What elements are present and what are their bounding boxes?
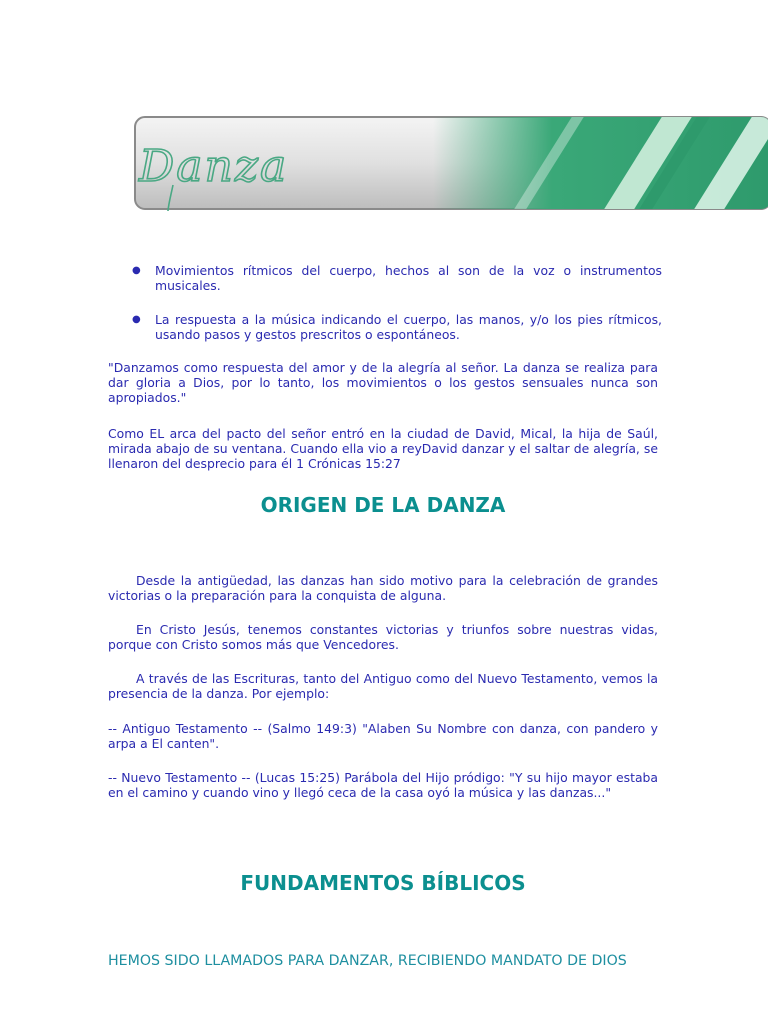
bullet-text: Movimientos rítmicos del cuerpo, hechos al son de la voz o instrumentos musicales. <box>155 263 662 293</box>
origin-paragraph-2 <box>108 622 658 652</box>
new-testament-paragraph: -- Nuevo Testamento -- (Lucas 15:25) Parábola del Hijo pródigo: "Y su hijo mayor estaba en el camino y cuando vino y llegó ceca de la casa oyó la música y las danzas..." <box>108 770 658 800</box>
bullet-icon: ● <box>132 265 141 276</box>
quote-paragraph: "Danzamos como respuesta del amor y de la alegría al señor. La danza se realiza para dar gloria a Dios, por lo tanto, los movimientos o los gestos sensuales nunca son apropiados." <box>108 360 658 405</box>
bullet-icon: ● <box>132 314 141 325</box>
banner-title <box>133 115 293 211</box>
origin-paragraph-1 <box>108 573 658 603</box>
svg-text:Danza: Danza <box>139 141 289 192</box>
ark-paragraph: Como EL arca del pacto del señor entró en la ciudad de David, Mical, la hija de Saúl, mirada abajo de su ventana. Cuando ella vio a reyDavid danzar y el saltar de alegría, se llenaron del desprecio para él 1 Crónicas 15:27 <box>108 426 658 471</box>
header-banner <box>133 115 768 211</box>
bullet-text: La respuesta a la música indicando el cuerpo, las manos, y/o los pies rítmicos, usando pasos y gestos prescritos o espontáneos. <box>155 312 662 342</box>
fundamentos-heading: FUNDAMENTOS BÍBLICOS <box>240 871 526 895</box>
origin-p2-text: En Cristo Jesús, tenemos constantes victorias y triunfos sobre nuestras vidas, porque con Cristo somos más que Vencedores. <box>108 622 658 652</box>
origin-p3-text: A través de las Escrituras, tanto del Antiguo como del Nuevo Testamento, vemos la presencia de la danza. Por ejemplo: <box>108 671 658 701</box>
origin-heading: ORIGEN DE LA DANZA <box>260 493 506 517</box>
origin-p1-text: Desde la antigüedad, las danzas han sido motivo para la celebración de grandes victorias o la preparación para la conquista de alguna. <box>108 573 658 603</box>
call-text: HEMOS SIDO LLAMADOS PARA DANZAR, RECIBIENDO MANDATO DE DIOS <box>108 953 627 969</box>
old-testament-paragraph: -- Antiguo Testamento -- (Salmo 149:3) "Alaben Su Nombre con danza, con pandero y arpa a El canten". <box>108 721 658 751</box>
origin-paragraph-3 <box>108 671 658 701</box>
danza-logo <box>133 115 293 211</box>
